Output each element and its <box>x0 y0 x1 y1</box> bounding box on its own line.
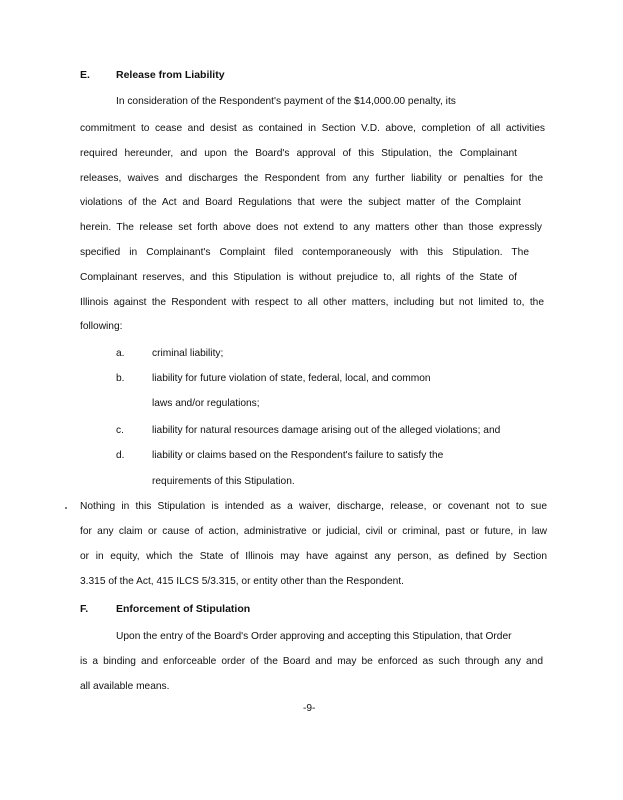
section-e-line-5: violations of the Act and Board Regulations that were the subject matter of the Complaint <box>80 197 521 208</box>
section-f-line-3: all available means. <box>80 681 170 692</box>
item-b-label: b. <box>116 373 125 384</box>
item-d-text-2: requirements of this Stipulation. <box>152 476 295 487</box>
closing-line-4: 3.315 of the Act, 415 ILCS 5/3.315, or entity other than the Respondent. <box>80 576 404 587</box>
item-a-label: a. <box>116 348 125 359</box>
item-a-text: criminal liability; <box>152 348 224 359</box>
section-e-line-1: In consideration of the Respondent's payment of the $14,000.00 penalty, its <box>116 96 456 107</box>
section-e-title: Release from Liability <box>116 69 225 81</box>
closing-line-3: or in equity, which the State of Illinois may have against any person, as defined by Section <box>80 551 547 562</box>
section-e-line-3: required hereunder, and upon the Board's approval of this Stipulation, the Complainant <box>80 148 517 159</box>
section-e-line-6: herein. The release set forth above does not extend to any matters other than those expressly <box>80 222 542 233</box>
item-d-text-1: liability or claims based on the Respondent's failure to satisfy the <box>152 450 444 461</box>
scan-speck <box>65 507 67 509</box>
section-e-line-2: commitment to cease and desist as contained in Section V.D. above, completion of all activities <box>80 123 545 134</box>
closing-line-1: Nothing in this Stipulation is intended as a waiver, discharge, release, or covenant not to sue <box>80 501 547 512</box>
closing-line-2: for any claim or cause of action, administrative or judicial, civil or criminal, past or future, in law <box>80 526 547 537</box>
section-e-letter: E. <box>80 69 90 81</box>
item-d-label: d. <box>116 450 125 461</box>
section-e-line-9: Illinois against the Respondent with respect to all other matters, including but not limited to, the <box>80 297 544 308</box>
section-f-title: Enforcement of Stipulation <box>116 603 251 615</box>
item-c-label: c. <box>116 425 124 436</box>
item-b-text-1: liability for future violation of state, federal, local, and common <box>152 373 431 384</box>
page-number: -9- <box>303 703 316 714</box>
section-e-line-7: specified in Complainant's Complaint filed contemporaneously with this Stipulation. The <box>80 247 529 258</box>
section-e-line-10: following: <box>80 321 123 332</box>
section-f-line-1: Upon the entry of the Board's Order approving and accepting this Stipulation, that Order <box>116 631 512 642</box>
item-b-text-2: laws and/or regulations; <box>152 398 260 409</box>
section-f-letter: F. <box>80 603 89 615</box>
section-e-line-4: releases, waives and discharges the Respondent from any further liability or penalties for the <box>80 173 543 184</box>
item-c-text: liability for natural resources damage arising out of the alleged violations; and <box>152 425 501 436</box>
section-f-line-2: is a binding and enforceable order of the Board and may be enforced as such through any and <box>80 656 543 667</box>
section-e-line-8: Complainant reserves, and this Stipulation is without prejudice to, all rights of the State of <box>80 272 517 283</box>
